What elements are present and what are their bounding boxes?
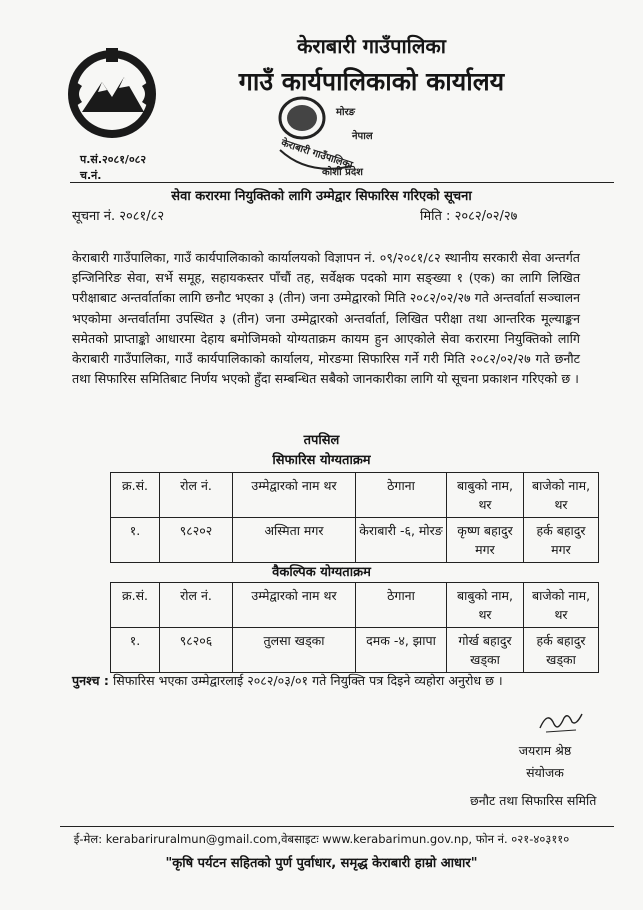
header-cell: रोल नं. [160,583,233,628]
table-cell: कृष्ण बहादुर मगर [447,518,524,563]
header-cell: बाबुको नाम, थर [447,473,524,518]
table2-caption: वैकल्पिक योग्यताक्रम [272,565,371,580]
header-cell: ठेगाना [356,583,447,628]
header-cell: ठेगाना [356,473,447,518]
table-row [111,518,599,563]
header-divider [70,182,614,183]
table-cell: केराबारी -६, मोरङ [356,518,447,563]
signature-icon [536,706,586,736]
motto: "कृषि पर्यटन सहितको पुर्ण पुर्वाधार, समृद्ध केराबारी हाम्रो आधार" [165,856,478,871]
table-cell: ९८२०२ [160,518,233,563]
signatory-name: जयराम श्रेष्ठ [518,743,572,758]
stamp-text-country: नेपाल [352,131,373,142]
signatory-role: संयोजक [526,765,564,780]
tapasil-label: तपसिल [303,433,340,448]
municipality-name: केराबारी गाउँपालिका [297,34,446,58]
table1-caption: सिफारिस योग्यताक्रम [272,453,371,468]
table-cell: हर्क बहादुर खड्का [524,628,599,673]
notice-body: केराबारी गाउँपालिका, गाउँ कार्यपालिकाको कार्यालयको विज्ञापन नं. ०९/२०८१/८२ स्थानीय सरकारी सेवा अन्तर्गत इन्जिनिरिङ सेवा, सर्भे समूह, सहायकस्तर पाँचौं तह, सर्वेक्षक पदको माग सङ्ख्या १ (एक) का लागि लिखित परीक्षाबाट अन्तर्वार्ताका लागि छनौट भएका ३ (तीन) जना उम्मेद्वारको मिति २०८२/०२/२७ गते अन्तर्वार्ता सञ्चालन भएकोमा अन्तर्वार्तामा उपस्थित ३ (तीन) जना उम्मेद्वारको अन्तर्वार्ता, लिखित परीक्षा तथा आन्तरिक मूल्याङ्कन समेतको प्राप्ताङ्को आधारमा देहाय बमोजिमको योग्यताक्रम कायम हुन आएकोले सेवा करारमा नियुक्तिको लागि केराबारी गाउँपालिका, गाउँ कार्यपालिकाको कार्यालय, मोरङमा सिफारिस गर्ने गरी मिति २०८२/०२/२७ गते छनौट तथा सिफारिस समितिबाट निर्णय भएको हुँदा सम्बन्धित सबैको जानकारीका लागि यो सूचना प्रकाशन गरिएको छ । [72,250,580,387]
notice-reference: सूचना नं. २०८१/८२ [72,209,165,224]
notice-subject: सेवा करारमा नियुक्तिको लागि उम्मेद्वार सिफारिस गरिएको सूचना [171,189,472,204]
notice-date: मिति : २०८२/०२/२७ [420,209,518,224]
header-cell: उम्मेद्वारको नाम थर [233,473,356,518]
stamp-text-municipality: केराबारी गाउँपालिका [279,137,354,172]
footnote [72,672,592,689]
table-cell: तुलसा खड्का [233,628,356,673]
table-header-row [111,583,599,628]
stamp-text-province: कोशी प्रदेश [322,167,363,178]
footer-divider [60,826,614,827]
committee-name: छनौट तथा सिफारिस समिति [470,793,597,808]
office-name: गाउँ कार्यपालिकाको कार्यालय [238,67,505,96]
footnote-text: सिफारिस भएका उम्मेद्वारलाई २०८२/०३/०१ गते नियुक्ति पत्र दिइने व्यहोरा अनुरोध छ । [112,673,503,688]
footnote-label: पुनश्च : [72,673,109,688]
table-cell: हर्क बहादुर मगर [524,518,599,563]
recommended-table [110,472,599,563]
table-cell: अस्मिता मगर [233,518,356,563]
table-cell: गोर्ख बहादुर खड्का [447,628,524,673]
contact-info: ई-मेल: kerabariruralmun@gmail.com,वेबसाइटः www.kerabarimun.gov.np, फोन नं. ०२१-४०३११० [73,832,570,846]
dispatch-number: च.नं. [80,169,102,182]
alternate-table [110,582,599,673]
header-cell: बाजेको नाम, थर [524,583,599,628]
letter-number: प.सं.२०८१/०८२ [80,153,147,166]
table-header-row [111,473,599,518]
table-cell: दमक -४, झापा [356,628,447,673]
header-cell: क्र.सं. [111,473,160,518]
table-cell: १. [111,518,160,563]
header-cell: बाबुको नाम, थर [447,583,524,628]
header-cell: उम्मेद्वारको नाम थर [233,583,356,628]
table-row [111,628,599,673]
header-cell: रोल नं. [160,473,233,518]
table-cell: १. [111,628,160,673]
stamp-text-district: मोरङ [336,107,356,118]
table-cell: ९८२०६ [160,628,233,673]
header-cell: क्र.सं. [111,583,160,628]
header-cell: बाजेको नाम, थर [524,473,599,518]
